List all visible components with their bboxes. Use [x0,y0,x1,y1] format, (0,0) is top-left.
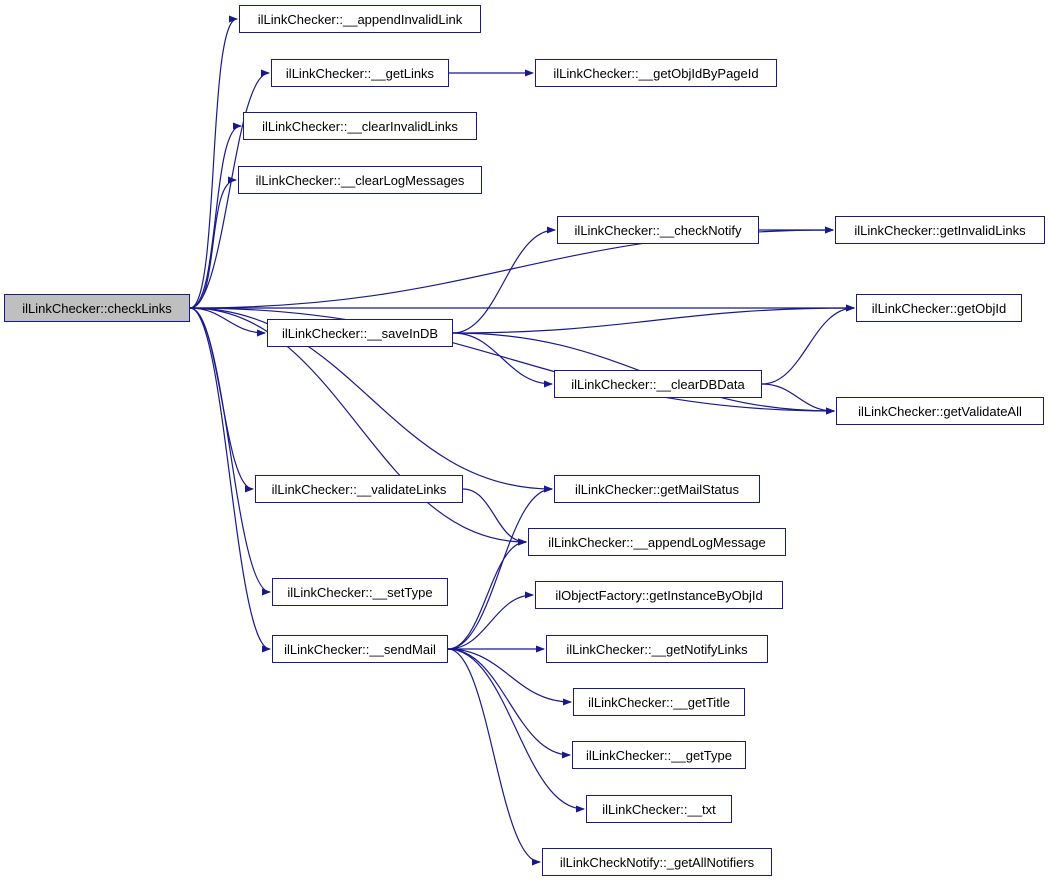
graph-edge-sendMail-to-getMailStatus [448,489,552,649]
graph-node-sendMail[interactable] [272,635,448,663]
graph-edge-clearDBData-to-getValidateAll [762,384,834,411]
graph-node-label: ilLinkChecker::__checkNotify [574,222,742,238]
graph-edge-checkLinks-to-setType [190,308,270,592]
graph-node-label: ilObjectFactory::getInstanceByObjId [555,587,763,603]
graph-node-clearDBData[interactable] [554,370,762,398]
graph-node-label: ilLinkChecker::__getType [586,747,732,763]
graph-node-label: ilLinkChecker::__clearDBData [571,376,745,392]
graph-node-label: ilLinkChecker::getMailStatus [574,481,740,497]
graph-node-label: ilLinkChecker::__clearLogMessages [255,172,465,188]
graph-node-clearInvalidLinks[interactable] [243,112,477,140]
graph-node-label: ilLinkChecker::__setType [287,584,433,600]
graph-node-clearLogMessages[interactable] [238,166,482,194]
graph-node-validateLinks[interactable] [255,475,463,503]
graph-edge-checkLinks-to-clearInvalidLinks [190,126,241,308]
graph-node-checkLinks[interactable] [4,294,190,322]
graph-node-label: ilLinkChecker::__getLinks [285,65,435,81]
graph-node-getValidateAll[interactable] [836,397,1044,425]
graph-edge-sendMail-to-getType [448,649,570,755]
graph-node-label: ilLinkChecker::__getObjIdByPageId [553,65,759,81]
graph-node-getTitle[interactable] [573,688,745,716]
graph-node-saveInDB[interactable] [267,319,453,347]
graph-node-getInvalidLinks[interactable] [835,216,1045,244]
graph-node-label: ilLinkChecker::__txt [602,801,716,817]
graph-node-label: ilLinkChecker::__validateLinks [271,481,447,497]
graph-node-label: ilLinkCheckNotify::_getAllNotifiers [559,854,755,870]
graph-node-getAllNotifiers[interactable] [542,848,772,876]
graph-node-checkNotify[interactable] [557,216,759,244]
graph-edge-sendMail-to-txt [448,649,584,809]
graph-edge-checkLinks-to-clearLogMessages [190,180,236,308]
graph-edge-checkLinks-to-appendInvalidLink [190,19,237,308]
graph-node-label: ilLinkChecker::__getTitle [588,694,730,710]
graph-node-label: ilLinkChecker::getInvalidLinks [854,222,1026,238]
graph-node-label: ilLinkChecker::__sendMail [284,641,436,657]
graph-node-getInstanceByObjId[interactable] [535,581,783,609]
graph-node-getNotifyLinks[interactable] [546,635,768,663]
graph-node-getLinks[interactable] [271,59,449,87]
graph-node-label: ilLinkChecker::__clearInvalidLinks [262,118,458,134]
graph-node-label: ilLinkChecker::checkLinks [22,300,172,316]
graph-node-label: ilLinkChecker::__saveInDB [281,325,439,341]
graph-edge-sendMail-to-getAllNotifiers [448,649,540,862]
graph-edge-checkLinks-to-validateLinks [190,308,253,489]
graph-node-getMailStatus[interactable] [554,475,760,503]
graph-edge-sendMail-to-getInstanceByObjId [448,595,533,649]
graph-node-getObjId[interactable] [856,294,1022,322]
graph-node-appendInvalidLink[interactable] [239,5,481,33]
graph-edge-saveInDB-to-getObjId [453,308,854,333]
graph-edge-sendMail-to-appendLogMessage [448,542,526,649]
graph-edge-validateLinks-to-appendLogMessage [463,489,526,542]
graph-node-label: ilLinkChecker::getValidateAll [858,403,1022,419]
graph-node-appendLogMessage[interactable] [528,528,786,556]
graph-node-txt[interactable] [586,795,732,823]
graph-edge-saveInDB-to-checkNotify [453,230,555,333]
graph-edge-checkLinks-to-saveInDB [190,308,265,333]
graph-node-getObjIdByPageId[interactable] [535,59,777,87]
graph-node-label: ilLinkChecker::__getNotifyLinks [566,641,748,657]
graph-edge-saveInDB-to-clearDBData [453,333,552,384]
graph-node-label: ilLinkChecker::getObjId [871,300,1007,316]
graph-node-label: ilLinkChecker::__appendInvalidLink [257,11,463,27]
graph-edge-clearDBData-to-getObjId [762,308,854,384]
graph-node-label: ilLinkChecker::__appendLogMessage [548,534,766,550]
graph-node-setType[interactable] [272,578,448,606]
graph-node-getType[interactable] [572,741,746,769]
